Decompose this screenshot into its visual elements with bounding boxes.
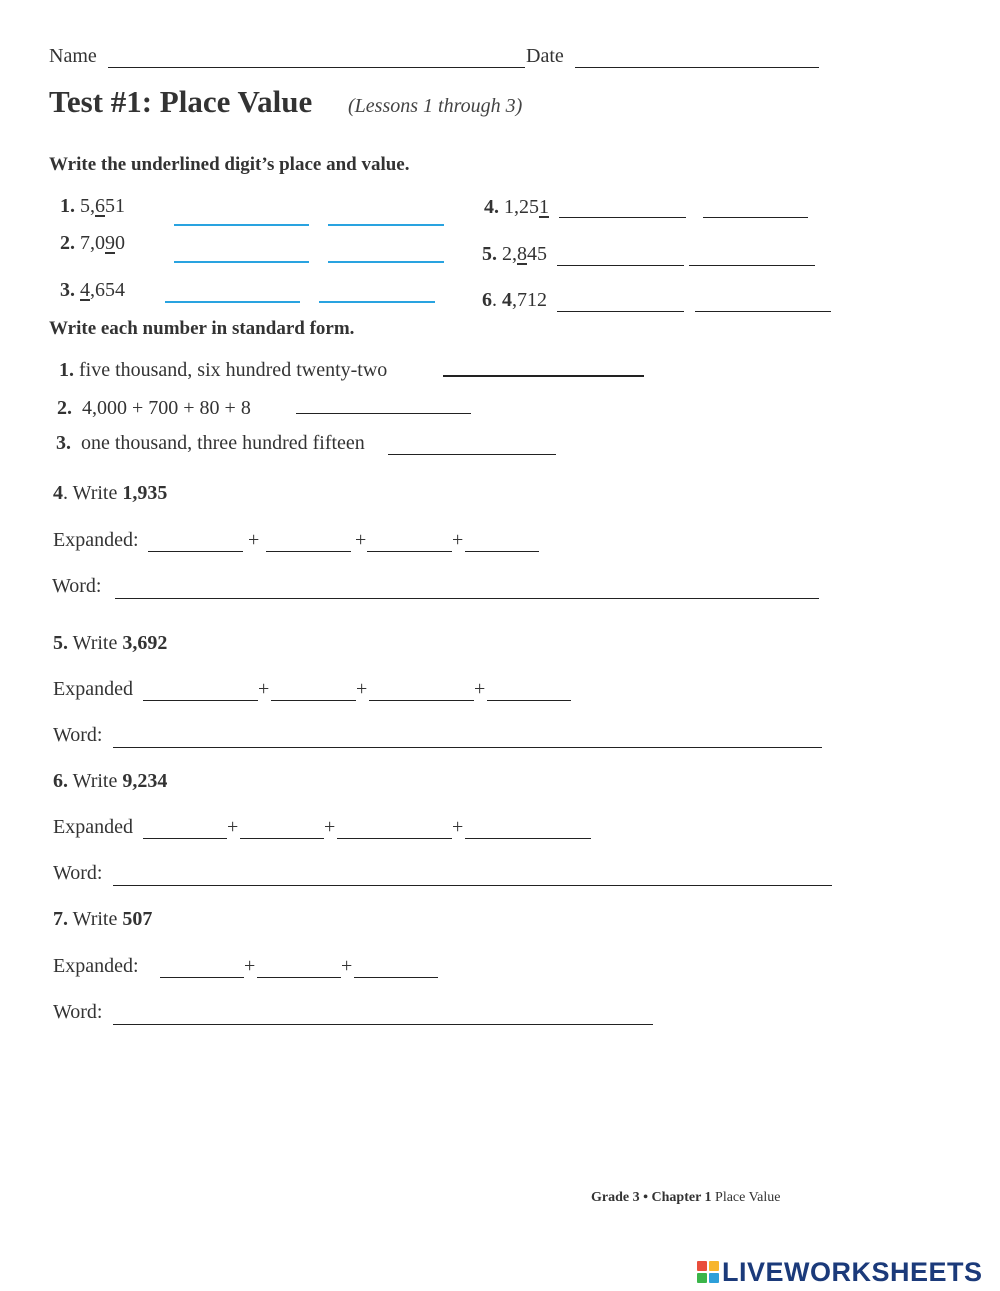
w4-word-blank[interactable] <box>115 598 819 599</box>
item6-place-answer[interactable] <box>557 311 684 312</box>
w6-word-blank[interactable] <box>113 885 832 886</box>
date-label: Date <box>526 45 564 67</box>
w5-expanded-blank-4[interactable] <box>487 700 571 701</box>
item4-value-answer[interactable] <box>703 217 808 218</box>
page-subtitle: (Lessons 1 through 3) <box>348 95 523 117</box>
word-label-7: Word: <box>53 1001 103 1023</box>
expanded-label-4: Expanded: <box>53 529 139 551</box>
w4-expanded-blank-2[interactable] <box>266 551 351 552</box>
plus-sign: + <box>244 955 256 977</box>
w5-expanded-blank-3[interactable] <box>369 700 474 701</box>
place-value-item-4: 4. 1,251 <box>484 196 549 218</box>
write-item-5: 5. Write 3,692 <box>53 632 168 654</box>
write-item-4: 4. Write 1,935 <box>53 482 168 504</box>
item2-place-answer[interactable] <box>174 261 309 263</box>
standard-form-answer-1[interactable] <box>443 375 644 377</box>
item4-place-answer[interactable] <box>559 217 686 218</box>
plus-sign: + <box>452 816 464 838</box>
item3-value-answer[interactable] <box>319 301 435 303</box>
place-value-item-5: 5. 2,845 <box>482 243 547 265</box>
write-item-6: 6. Write 9,234 <box>53 770 168 792</box>
liveworksheets-logo <box>697 1257 983 1287</box>
w4-expanded-blank-3[interactable] <box>367 551 452 552</box>
logo-square <box>697 1273 707 1283</box>
footer-caption: Grade 3 • Chapter 1 Place Value <box>591 1190 781 1205</box>
plus-sign: + <box>248 529 260 551</box>
w4-expanded-blank-1[interactable] <box>148 551 243 552</box>
plus-sign: + <box>356 678 368 700</box>
w7-expanded-blank-1[interactable] <box>160 977 244 978</box>
write-item-7: 7. Write 507 <box>53 908 153 930</box>
place-value-item-3: 3. 4,654 <box>60 279 125 301</box>
w6-expanded-blank-3[interactable] <box>337 838 452 839</box>
logo-mark-icon <box>697 1261 719 1283</box>
w5-expanded-blank-2[interactable] <box>271 700 356 701</box>
place-value-item-2: 2. 7,090 <box>60 232 125 254</box>
plus-sign: + <box>474 678 486 700</box>
item5-place-answer[interactable] <box>557 265 684 266</box>
item5-value-answer[interactable] <box>689 265 815 266</box>
plus-sign: + <box>258 678 270 700</box>
section1-instruction: Write the underlined digit’s place and value. <box>49 154 410 175</box>
standard-form-item-3: 3. one thousand, three hundred fifteen <box>56 432 365 454</box>
plus-sign: + <box>341 955 353 977</box>
standard-form-item-2: 2. 4,000 + 700 + 80 + 8 <box>57 397 251 419</box>
w6-expanded-blank-1[interactable] <box>143 838 227 839</box>
item1-place-answer[interactable] <box>174 224 309 226</box>
w6-expanded-blank-2[interactable] <box>240 838 324 839</box>
w7-expanded-blank-2[interactable] <box>257 977 341 978</box>
section2-instruction: Write each number in standard form. <box>49 318 355 339</box>
place-value-item-6: 6. 4,712 <box>482 289 547 311</box>
page-title: Test #1: Place Value <box>49 84 313 119</box>
standard-form-answer-3[interactable] <box>388 454 556 455</box>
logo-square <box>709 1273 719 1283</box>
expanded-label-7: Expanded: <box>53 955 139 977</box>
expanded-label-6: Expanded <box>53 816 133 838</box>
name-field[interactable] <box>108 67 525 68</box>
date-field[interactable] <box>575 67 819 68</box>
w4-expanded-blank-4[interactable] <box>465 551 539 552</box>
item3-place-answer[interactable] <box>165 301 300 303</box>
w5-word-blank[interactable] <box>113 747 822 748</box>
place-value-item-1: 1. 5,651 <box>60 195 125 217</box>
logo-text: LIVEWORKSHEETS <box>722 1256 983 1287</box>
standard-form-item-1: 1. five thousand, six hundred twenty-two <box>59 359 388 381</box>
standard-form-answer-2[interactable] <box>296 413 471 414</box>
logo-square <box>709 1261 719 1271</box>
item1-value-answer[interactable] <box>328 224 444 226</box>
name-label: Name <box>49 45 97 67</box>
plus-sign: + <box>324 816 336 838</box>
w7-word-blank[interactable] <box>113 1024 653 1025</box>
w6-expanded-blank-4[interactable] <box>465 838 591 839</box>
word-label-4: Word: <box>52 575 102 597</box>
item6-value-answer[interactable] <box>695 311 831 312</box>
item2-value-answer[interactable] <box>328 261 444 263</box>
word-label-5: Word: <box>53 724 103 746</box>
word-label-6: Word: <box>53 862 103 884</box>
plus-sign: + <box>227 816 239 838</box>
plus-sign: + <box>355 529 367 551</box>
w5-expanded-blank-1[interactable] <box>143 700 258 701</box>
expanded-label-5: Expanded <box>53 678 133 700</box>
logo-square <box>697 1261 707 1271</box>
plus-sign: + <box>452 529 464 551</box>
w7-expanded-blank-3[interactable] <box>354 977 438 978</box>
